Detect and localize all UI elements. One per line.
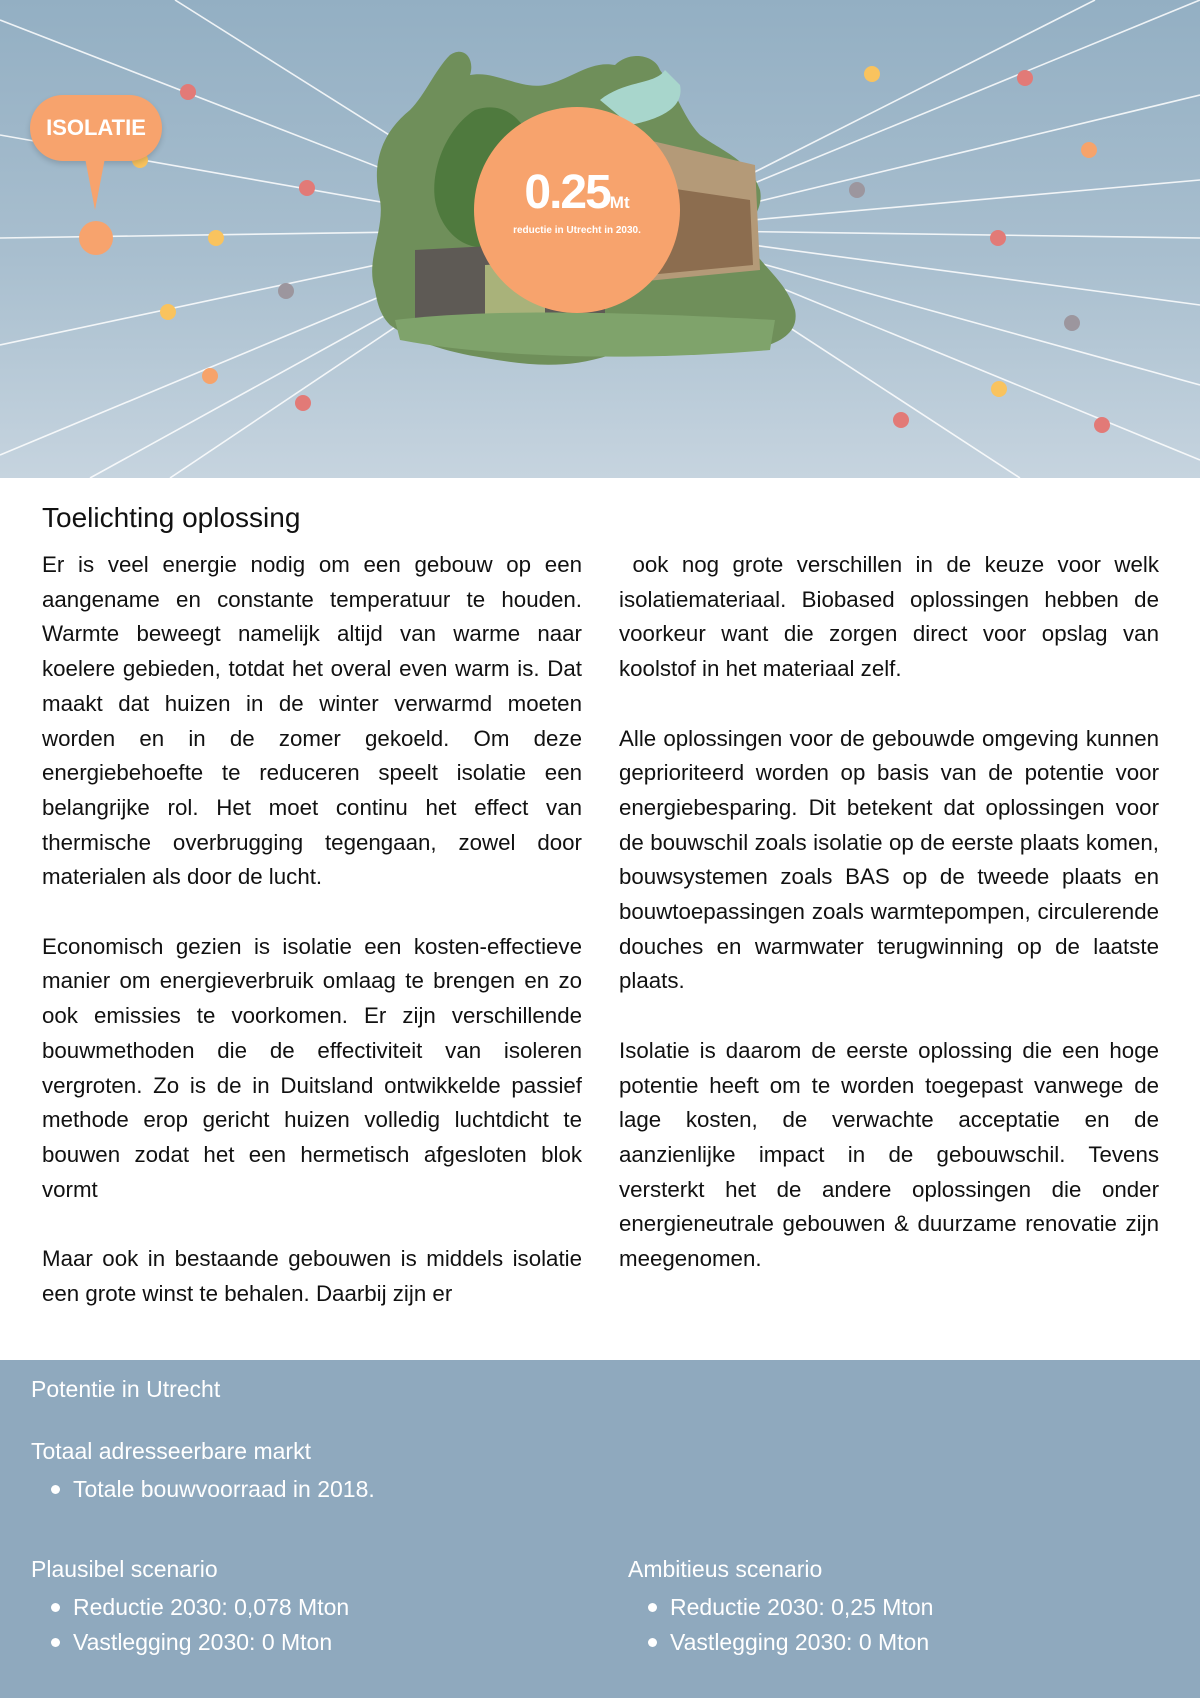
hero-dot [1094,417,1110,433]
paragraph: ook nog grote verschillen in de keuze voor welk isolatiemateriaal. Biobased oplossingen hebben de voorkeur want die zorgen direct voor opslag van koolstof in het materiaal zelf. [619,552,1166,682]
market-list [31,1472,375,1507]
potential-panel [0,1360,1200,1698]
paragraph: Isolatie is daarom de eerste oplossing die een hoge potentie heeft om te worden toegepast vanwege de lage kosten, de verwachte acceptatie en de aanzienlijke impact in de gebouwschil. Tevens versterkt het de andere oplossingen die onder energieneutrale gebouwen & duurzame renovatie zijn meegenomen. [619,1037,1159,1272]
hero-dot [1017,70,1033,86]
panel-title: Potentie in Utrecht [31,1376,221,1402]
market-heading: Totaal adresseerbare markt [31,1438,311,1464]
hero-dot [278,283,294,299]
list-item: Reductie 2030: 0,078 Mton [31,1590,349,1625]
hero-dot [160,304,176,320]
list-item: Vastlegging 2030: 0 Mton [628,1625,933,1660]
list-item: Vastlegging 2030: 0 Mton [31,1625,349,1660]
hero-dot [990,230,1006,246]
badge-anchor-dot [79,221,113,255]
hero-dot [849,182,865,198]
list-item: Totale bouwvoorraad in 2018. [31,1472,375,1507]
isolatie-badge: ISOLATIE [30,95,162,161]
list-item: Reductie 2030: 0,25 Mton [628,1590,933,1625]
hero-dot [864,66,880,82]
hero-dot [1081,142,1097,158]
plausible-heading: Plausibel scenario [31,1556,218,1582]
hero-dot [1064,315,1080,331]
paragraph: Er is veel energie nodig om een gebouw op een aangename en constante temperatuur te houden. Warmte beweegt namelijk altijd van warme naar koelere gebieden, totdat het overal even warm is. Dat maakt dat huizen in de winter verwarmd moeten worden en in de zomer gekoeld. Om deze energiebehoefte te reduceren speelt isolatie een belangrijke rol. Het moet continu het effect van thermische overbrugging tegengaan, zowel door materialen als door de lucht. [42,552,582,890]
paragraph: Maar ook in bestaande gebouwen is middels isolatie een grote winst te behalen. Daarbij zijn er [42,1246,582,1306]
metric-caption: reductie in Utrecht in 2030. [513,225,641,236]
hero-dot [295,395,311,411]
text-column-left [42,548,582,1346]
paragraph: Alle oplossingen voor de gebouwde omgeving kunnen geprioriteerd worden op basis van de potentie voor energiebesparing. Dit betekent dat oplossingen voor de bouwschil zoals isolatie op de eerste plaats komen, bouwsystemen zoals BAS op de tweede plaats en bouwtoepassingen zoals warmtepompen, circulerende douches en warmwater terugwinning op de laatste plaats. [619,725,1159,994]
text-column-right [619,548,1166,1311]
metric-unit: Mt [609,193,630,212]
hero-dot [202,368,218,384]
paragraph: Economisch gezien is isolatie een kosten-effectieve manier om energieverbruik omlaag te brengen en zo ook emissies te voorkomen. Er zijn verschillende bouwmethoden die de effectiviteit van isoleren vergroten. Zo is de in Duitsland ontwikkelde passief methode erop gericht huizen volledig luchtdicht te bouwen zodat het een hermetisch afgesloten blok vormt [42,933,582,1202]
hero-banner [0,0,1200,478]
ambitious-heading: Ambitieus scenario [628,1556,823,1582]
metric-circle [474,107,680,313]
hero-dot [893,412,909,428]
metric-value: 0.25 [524,166,610,219]
hero-dot [208,230,224,246]
section-title: Toelichting oplossing [42,502,301,533]
hero-dot [299,180,315,196]
plausible-list [31,1590,349,1659]
hero-dot [180,84,196,100]
hero-dot [991,381,1007,397]
badge-pointer [85,158,105,210]
ambitious-list [628,1590,933,1659]
